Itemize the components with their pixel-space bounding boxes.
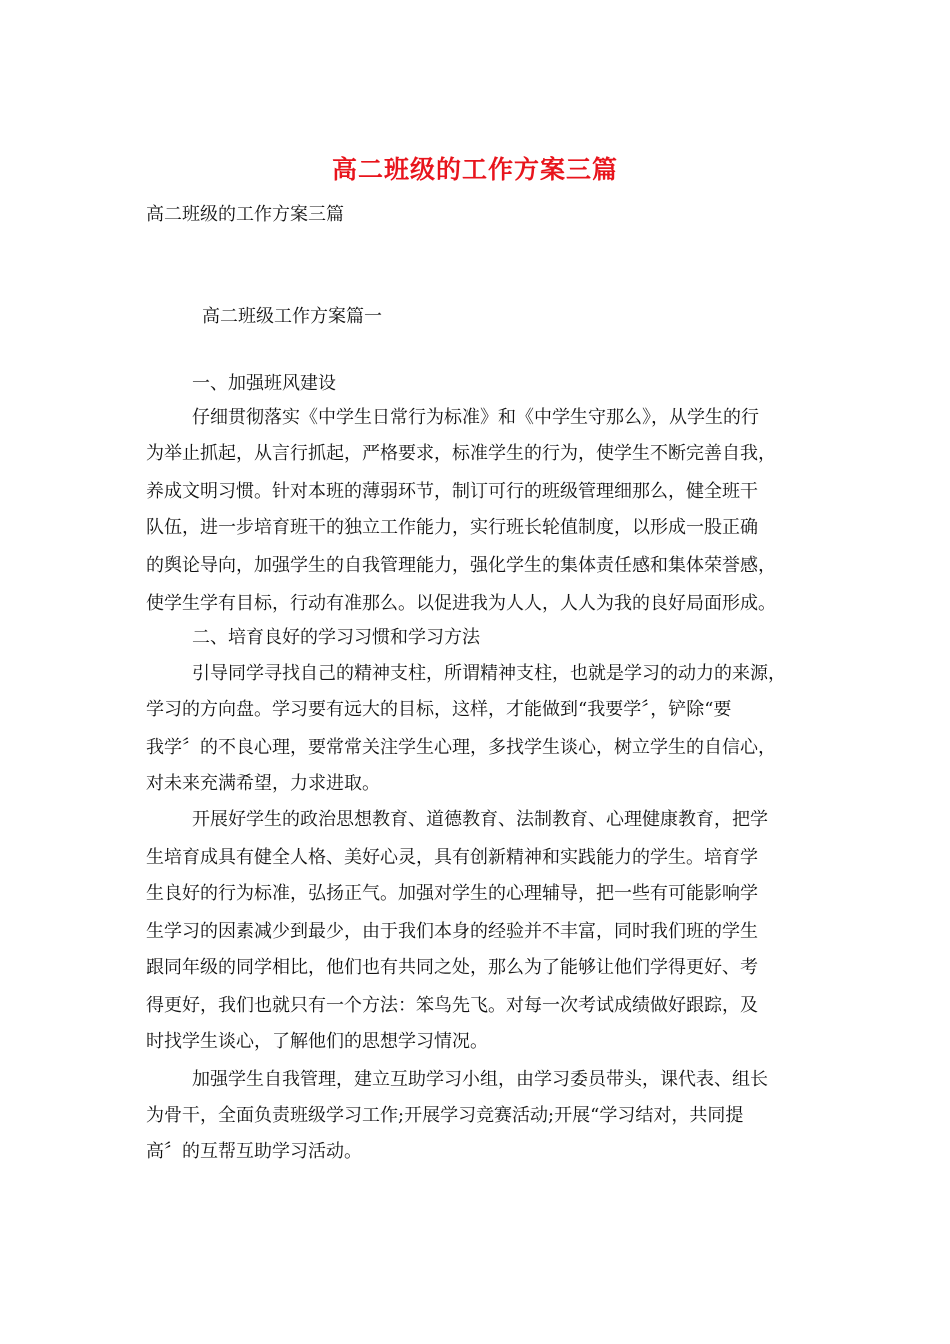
paragraph-line: 队伍，进一步培育班干的独立工作能力，实行班长轮值制度，以形成一股正确 <box>146 517 758 538</box>
paragraph-line: 开展好学生的政治思想教育、道德教育、法制教育、心理健康教育，把学 <box>192 809 768 830</box>
paragraph-line: 得更好，我们也就只有一个方法：笨鸟先飞。对每一次考试成绩做好跟踪，及 <box>146 995 758 1016</box>
paragraph-line: 的舆论导向，加强学生的自我管理能力，强化学生的集体责任感和集体荣誉感， <box>146 555 776 576</box>
paragraph-line: 学习的方向盘。学习要有远大的目标，这样，才能做到“我要学〞，铲除“要 <box>146 699 732 720</box>
paragraph-line: 时找学生谈心，了解他们的思想学习情况。 <box>146 1031 488 1052</box>
paragraph-line: 养成文明习惯。针对本班的薄弱环节，制订可行的班级管理细那么，健全班干 <box>146 481 758 502</box>
paragraph-line: 我学〞的不良心理，要常常关注学生心理，多找学生谈心，树立学生的自信心， <box>146 737 776 758</box>
paragraph-line: 引导同学寻找自己的精神支柱，所谓精神支柱，也就是学习的动力的来源， <box>192 663 786 684</box>
paragraph-line: 仔细贯彻落实《中学生日常行为标准》和《中学生守那么》，从学生的行 <box>192 407 759 428</box>
paragraph-line: 对未来充满希望，力求进取。 <box>146 773 380 794</box>
paragraph-line: 生良好的行为标准，弘扬正气。加强对学生的心理辅导，把一些有可能影响学 <box>146 883 758 904</box>
paragraph-line: 生学习的因素减少到最少，由于我们本身的经验并不丰富，同时我们班的学生 <box>146 921 758 942</box>
paragraph-line: 高〞的互帮互助学习活动。 <box>146 1141 362 1162</box>
heading-2: 二、培育良好的学习习惯和学习方法 <box>192 627 480 648</box>
paragraph-line: 加强学生自我管理，建立互助学习小组，由学习委员带头，课代表、组长 <box>192 1069 768 1090</box>
paragraph-line: 生培育成具有健全人格、美好心灵，具有创新精神和实践能力的学生。培育学 <box>146 847 758 868</box>
document-subtitle: 高二班级的工作方案三篇 <box>146 204 344 225</box>
document-title: 高二班级的工作方案三篇 <box>331 155 618 184</box>
section-heading: 高二班级工作方案篇一 <box>202 306 382 327</box>
paragraph-line: 为举止抓起，从言行抓起，严格要求，标准学生的行为，使学生不断完善自我， <box>146 443 776 464</box>
paragraph-line: 使学生学有目标，行动有准那么。以促进我为人人，人人为我的良好局面形成。 <box>146 593 776 614</box>
heading-1: 一、加强班风建设 <box>192 373 336 394</box>
paragraph-line: 跟同年级的同学相比，他们也有共同之处，那么为了能够让他们学得更好、考 <box>146 957 758 978</box>
paragraph-line: 为骨干，全面负责班级学习工作;开展学习竞赛活动;开展“学习结对，共同提 <box>146 1105 744 1126</box>
